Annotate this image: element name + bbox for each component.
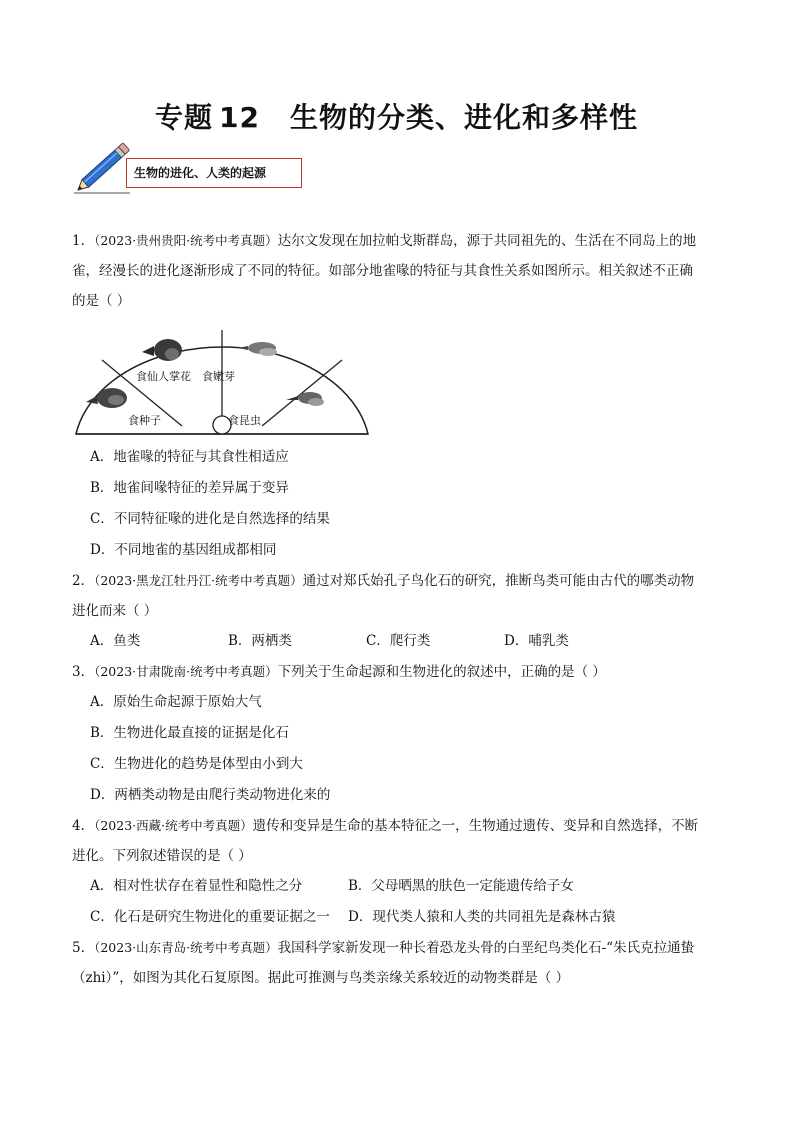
section-tag (72, 140, 312, 196)
option[interactable]: D．不同地雀的基因组成都相同 (90, 542, 277, 558)
option[interactable]: A．相对性状存在着显性和隐性之分 (90, 878, 303, 894)
section-tag-label: 生物的进化、人类的起源 (134, 166, 267, 180)
option[interactable]: D．现代类人猿和人类的共同祖先是森林古猿 (348, 909, 616, 925)
question-text: 进化。下列叙述错误的是（ ） (72, 848, 252, 864)
question-number: 3． (72, 664, 95, 680)
question-text: 我国科学家新发现一种长着恐龙头骨的白垩纪鸟类化石-“朱氏克拉通蛰 (277, 940, 695, 956)
title-main: 生物的分类、进化和多样性 (289, 101, 638, 134)
question-text: （zhi）”，如图为其化石复原图。据此可推测与鸟类亲缘关系较近的动物类群是（ ） (72, 970, 570, 986)
question-source: （2023·西藏·统考中考真题） (94, 818, 253, 833)
option[interactable]: D．哺乳类 (504, 633, 569, 649)
option[interactable]: B．地雀间喙特征的差异属于变异 (90, 480, 289, 496)
question-source: （2023·贵州贵阳·统考中考真题） (94, 233, 278, 248)
option[interactable]: A．地雀喙的特征与其食性相适应 (90, 449, 289, 465)
question-text: 的是（ ） (72, 293, 131, 309)
finch-beak-diagram (72, 322, 392, 440)
option[interactable]: D．两栖类动物是由爬行类动物进化来的 (90, 787, 331, 803)
question-source: （2023·山东青岛·统考中考真题） (94, 940, 278, 955)
option[interactable]: C．爬行类 (366, 633, 431, 649)
option[interactable]: A．鱼类 (90, 633, 141, 649)
question-number: 1． (72, 233, 95, 249)
question-text: 达尔文发现在加拉帕戈斯群岛，源于共同祖先的、生活在不同岛上的地 (277, 233, 697, 249)
question-text: 遗传和变异是生命的基本特征之一，生物通过遗传、变异和自然选择，不断 (252, 818, 699, 834)
option[interactable]: B．两栖类 (228, 633, 292, 649)
sector-label: 食嫩芽 (202, 370, 235, 383)
option[interactable]: B．生物进化最直接的证据是化石 (90, 725, 289, 741)
question-5 (72, 933, 724, 993)
question-2 (72, 566, 724, 657)
question-source: （2023·黑龙江牡丹江·统考中考真题） (94, 573, 303, 588)
option[interactable]: B．父母晒黑的肤色一定能遗传给子女 (348, 878, 574, 894)
question-text: 下列关于生命起源和生物进化的叙述中，正确的是（ ） (277, 664, 606, 680)
question-text: 进化而来（ ） (72, 603, 158, 619)
question-1 (72, 226, 724, 566)
sector-label: 食种子 (128, 414, 161, 427)
option[interactable]: C．生物进化的趋势是体型由小到大 (90, 756, 303, 772)
question-list (72, 226, 724, 993)
question-3 (72, 657, 724, 811)
option[interactable]: C．化石是研究生物进化的重要证据之一 (90, 909, 330, 925)
page-title (0, 96, 793, 136)
question-number: 5． (72, 940, 95, 956)
sector-label: 食仙人掌花 (136, 370, 191, 383)
option[interactable]: A．原始生命起源于原始大气 (90, 694, 262, 710)
question-source: （2023·甘肃陇南·统考中考真题） (94, 664, 278, 679)
title-prefix: 专题 (155, 101, 214, 134)
question-4 (72, 811, 724, 933)
bird-icon (142, 339, 182, 361)
question-text: 雀，经漫长的进化逐渐形成了不同的特征。如部分地雀喙的特征与其食性关系如图所示。相关叙述不正确 (72, 263, 693, 279)
question-number: 2． (72, 573, 95, 589)
title-number: 12 (219, 101, 260, 134)
sector-label: 食昆虫 (228, 414, 261, 427)
question-text: 通过对郑氏始孔子鸟化石的研究，推断鸟类可能由古代的哪类动物 (302, 573, 695, 589)
option[interactable]: C．不同特征喙的进化是自然选择的结果 (90, 511, 330, 527)
question-number: 4． (72, 818, 95, 834)
